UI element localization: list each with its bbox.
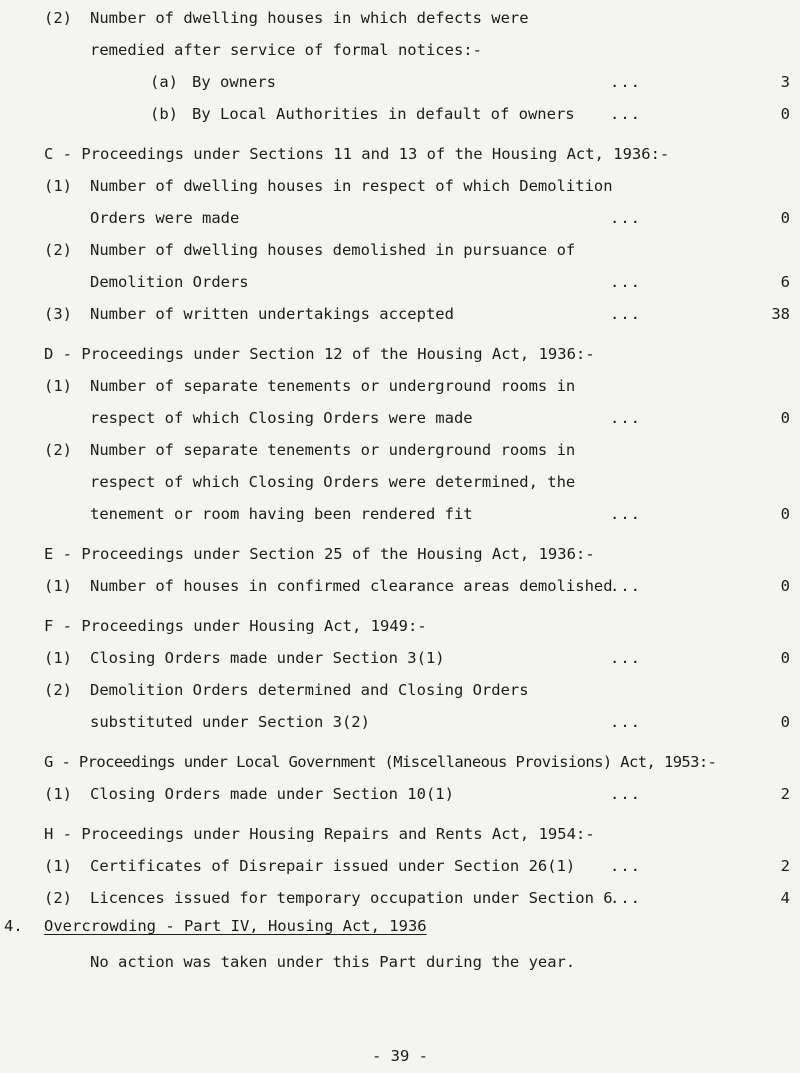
h-item-1-number: (1) xyxy=(44,857,72,875)
leader-dots: ... xyxy=(610,409,641,427)
d-item-1-text: Number of separate tenements or underground rooms in xyxy=(90,377,576,395)
item-2-number: (2) xyxy=(44,9,72,27)
e-item-1-value: 0 xyxy=(780,577,790,595)
f-item-2-text: Demolition Orders determined and Closing Orders xyxy=(90,681,529,699)
item-2-text-cont: remedied after service of formal notices:- xyxy=(90,41,482,59)
leader-dots: ... xyxy=(610,505,641,523)
f-item-2-text-cont: substituted under Section 3(2) xyxy=(90,713,370,731)
item-2b-text: By Local Authorities in default of owners xyxy=(192,105,575,123)
leader-dots: ... xyxy=(610,105,641,123)
h-item-2-value: 4 xyxy=(780,889,790,907)
section-e-heading: E - Proceedings under Section 25 of the Housing Act, 1936:- xyxy=(44,545,595,563)
section-c-heading: C - Proceedings under Sections 11 and 13 of the Housing Act, 1936:- xyxy=(44,145,670,163)
h-item-2-text: Licences issued for temporary occupation under Section 6 xyxy=(90,889,613,907)
section-f-heading: F - Proceedings under Housing Act, 1949:- xyxy=(44,617,427,635)
leader-dots: ... xyxy=(610,713,641,731)
c-item-2-text-cont: Demolition Orders xyxy=(90,273,249,291)
leader-dots: ... xyxy=(610,857,641,875)
c-item-3-text: Number of written undertakings accepted xyxy=(90,305,454,323)
page-number: - 39 - xyxy=(372,1047,428,1065)
d-item-1-text-cont: respect of which Closing Orders were made xyxy=(90,409,473,427)
c-item-1-text: Number of dwelling houses in respect of which Demolition xyxy=(90,177,613,195)
g-item-1-text: Closing Orders made under Section 10(1) xyxy=(90,785,454,803)
leader-dots: ... xyxy=(610,209,641,227)
item-2a-value: 3 xyxy=(780,73,790,91)
d-item-1-number: (1) xyxy=(44,377,72,395)
leader-dots: ... xyxy=(610,305,641,323)
item-2a-number: (a) xyxy=(150,73,178,91)
f-item-1-number: (1) xyxy=(44,649,72,667)
c-item-3-number: (3) xyxy=(44,305,72,323)
d-item-2-value: 0 xyxy=(780,505,790,523)
leader-dots: ... xyxy=(610,73,641,91)
f-item-2-value: 0 xyxy=(780,713,790,731)
d-item-2-number: (2) xyxy=(44,441,72,459)
g-item-1-value: 2 xyxy=(780,785,790,803)
g-item-1-number: (1) xyxy=(44,785,72,803)
c-item-1-number: (1) xyxy=(44,177,72,195)
h-item-1-text: Certificates of Disrepair issued under Section 26(1) xyxy=(90,857,576,875)
c-item-1-text-cont: Orders were made xyxy=(90,209,240,227)
leader-dots: ... xyxy=(610,785,641,803)
leader-dots: ... xyxy=(610,889,641,907)
leader-dots: ... xyxy=(610,649,641,667)
e-item-1-text: Number of houses in confirmed clearance areas demolished xyxy=(90,577,613,595)
d-item-2-text: Number of separate tenements or underground rooms in xyxy=(90,441,576,459)
item-2b-value: 0 xyxy=(780,105,790,123)
d-item-2-text-cont2: tenement or room having been rendered fit xyxy=(90,505,473,523)
section-4-title: Overcrowding - Part IV, Housing Act, 1936 xyxy=(44,917,427,935)
section-4-text: No action was taken under this Part during the year. xyxy=(90,953,576,971)
item-2a-text: By owners xyxy=(192,73,276,91)
h-item-2-number: (2) xyxy=(44,889,72,907)
section-h-heading: H - Proceedings under Housing Repairs and Rents Act, 1954:- xyxy=(44,825,595,843)
section-g-heading: G - Proceedings under Local Government (Miscellaneous Provisions) Act, 1953:- xyxy=(44,753,717,771)
f-item-1-text: Closing Orders made under Section 3(1) xyxy=(90,649,445,667)
h-item-1-value: 2 xyxy=(780,857,790,875)
e-item-1-number: (1) xyxy=(44,577,72,595)
c-item-2-value: 6 xyxy=(780,273,790,291)
f-item-1-value: 0 xyxy=(780,649,790,667)
leader-dots: ... xyxy=(610,577,641,595)
section-d-heading: D - Proceedings under Section 12 of the Housing Act, 1936:- xyxy=(44,345,595,363)
item-2-text: Number of dwelling houses in which defects were xyxy=(90,9,529,27)
leader-dots: ... xyxy=(610,273,641,291)
d-item-2-text-cont: respect of which Closing Orders were determined, the xyxy=(90,473,576,491)
c-item-2-text: Number of dwelling houses demolished in pursuance of xyxy=(90,241,576,259)
c-item-1-value: 0 xyxy=(780,209,790,227)
d-item-1-value: 0 xyxy=(780,409,790,427)
c-item-3-value: 38 xyxy=(771,305,790,323)
c-item-2-number: (2) xyxy=(44,241,72,259)
section-4-number: 4. xyxy=(4,917,23,935)
item-2b-number: (b) xyxy=(150,105,178,123)
f-item-2-number: (2) xyxy=(44,681,72,699)
